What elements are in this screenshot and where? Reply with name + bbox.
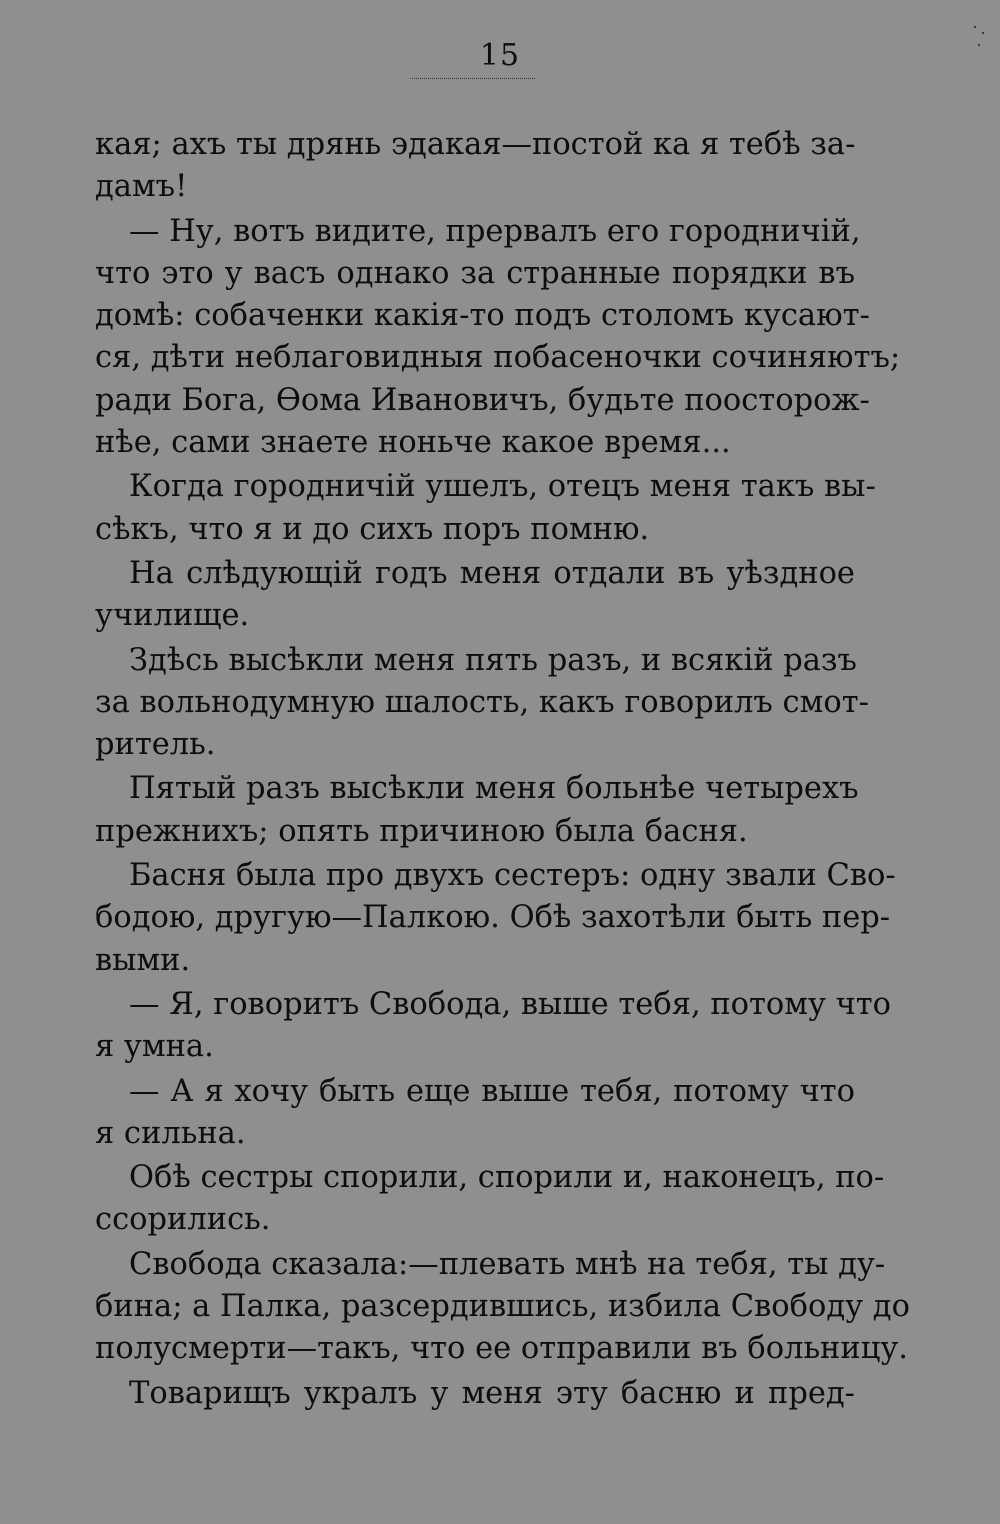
text-line: — Ну, вотъ видите, прервалъ его городничій, bbox=[129, 213, 861, 249]
scan-speck bbox=[974, 26, 976, 28]
text-line: Пятый разъ высѣкли меня больнѣе четырехъ bbox=[129, 771, 859, 807]
text-line: кая; ахъ ты дрянь эдакая—постой ка я тебѣ за- bbox=[95, 127, 856, 162]
text-line: бина; а Палка, разсердившись, избила Свободу до bbox=[95, 1289, 910, 1325]
text-line: ссорились. bbox=[95, 1202, 271, 1238]
scan-edge-specks bbox=[972, 22, 992, 62]
text-line: Свобода сказала:—плевать мнѣ на тебя, ты ду- bbox=[129, 1246, 886, 1282]
text-line: ся, дѣти неблаговидныя побасеночки сочиняютъ; bbox=[95, 340, 901, 376]
text-line: Басня была про двухъ сестеръ: одну звали Сво- bbox=[129, 858, 896, 894]
text-line: выми. bbox=[95, 942, 191, 978]
text-line: Здѣсь высѣкли меня пять разъ, и всякій разъ bbox=[129, 642, 857, 678]
scan-speck bbox=[982, 32, 984, 34]
text-line: за вольнодумную шалость, какъ говорилъ смот- bbox=[95, 684, 869, 720]
text-line: сѣкъ, что я и до сихъ поръ помню. bbox=[95, 511, 650, 547]
text-line: — А я хочу быть еще выше тебя, потому что bbox=[129, 1073, 855, 1109]
text-line: Обѣ сестры спорили, спорили и, наконецъ, по- bbox=[129, 1160, 885, 1196]
page-number-rule bbox=[410, 78, 535, 79]
text-line: прежнихъ; опять причиною была басня. bbox=[95, 813, 748, 849]
text-line: Когда городничій ушелъ, отецъ меня такъ вы- bbox=[129, 469, 876, 505]
text-line: я сильна. bbox=[95, 1115, 246, 1151]
text-line: ритель. bbox=[95, 727, 216, 763]
page-number: 15 bbox=[479, 38, 521, 73]
page-body-text bbox=[95, 124, 910, 1415]
text-line: На слѣдующій годъ меня отдали въ уѣздное bbox=[129, 555, 855, 591]
text-line: домѣ: собаченки какія-то подъ столомъ кусают- bbox=[95, 298, 870, 334]
text-line: нѣе, сами знаете ноньче какое время... bbox=[95, 425, 731, 461]
text-line: я умна. bbox=[95, 1029, 214, 1065]
scan-speck bbox=[978, 44, 980, 46]
text-line: что это у васъ однако за странные порядки въ bbox=[95, 255, 855, 291]
text-line: полусмерти—такъ, что ее отправили въ больницу. bbox=[95, 1331, 908, 1367]
text-line: бодою, другую—Палкою. Обѣ захотѣли быть пер- bbox=[95, 900, 891, 936]
text-line: училище. bbox=[95, 598, 250, 634]
text-line: — Я, говоритъ Свобода, выше тебя, потому что bbox=[129, 986, 892, 1022]
text-line: Товарищъ укралъ у меня эту басню и пред- bbox=[129, 1375, 855, 1411]
text-line: дамъ! bbox=[95, 169, 188, 205]
text-line: ради Бога, Ѳома Ивановичъ, будьте поосторож- bbox=[95, 382, 870, 418]
